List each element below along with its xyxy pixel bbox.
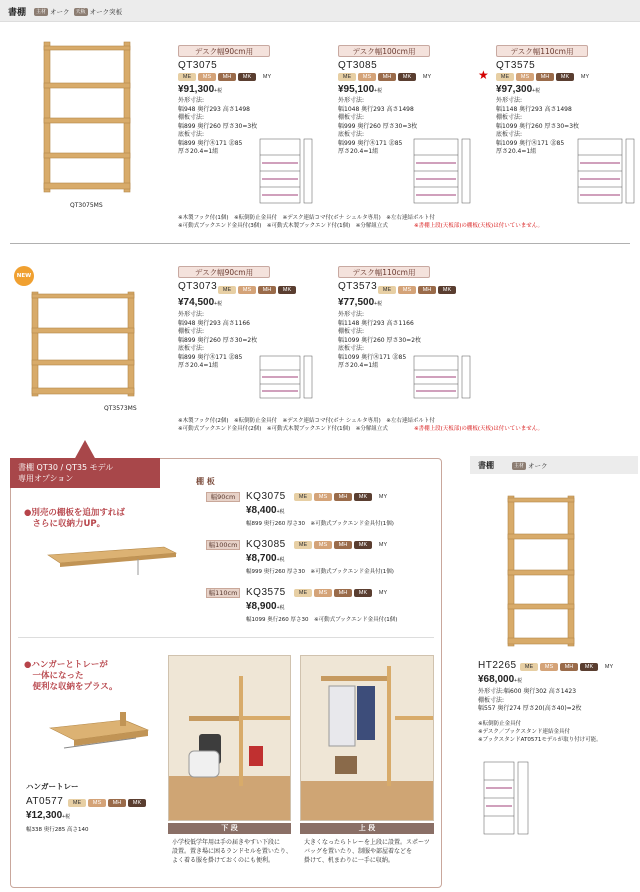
divider — [10, 243, 630, 244]
price: ¥97,300+税 — [496, 84, 541, 95]
product-code: KQ3575 — [246, 587, 286, 598]
price: ¥8,400+税 — [246, 505, 285, 516]
desk-tag: デスク幅110cm用 — [338, 266, 430, 278]
desk-tag: デスク幅90cm用 — [178, 45, 270, 57]
note-line: ※木製フック付(1個) ※転倒防止金具付 ※デスク連結コマ付(ボナ シェルタ専用) ※左右連結ボルト付 — [178, 215, 435, 221]
product-spec: 外形寸法:幅600 奥行302 高さ1423 棚板寸法: 幅557 奥行274 厚さ20(高さ40)=2枚 — [478, 688, 582, 712]
product-spec: 外形寸法: 幅1148 奥行293 高さ1498 棚板寸法: 幅1099 奥行260 厚さ30=3枚 底板寸法: 幅1099 奥行㊍171 ㊎85 厚さ20.4=1組 — [496, 97, 580, 155]
ht-header-bar — [470, 456, 638, 474]
star-icon: ★ — [478, 68, 489, 82]
product-code: QT3085 — [338, 60, 378, 71]
hanger-name: ハンガートレー — [26, 782, 79, 791]
room-scene-image — [301, 656, 434, 821]
finish-swatches: ME MS MH MK — [68, 799, 146, 808]
pointer-arrow-icon — [74, 440, 96, 460]
finish-swatches: ME MS MH MK MY — [294, 589, 392, 598]
product-spec: 外形寸法: 幅948 奥行293 高さ1166 棚板寸法: 幅899 奥行260 厚さ30=2枚 底板寸法: 幅899 奥行㊍171 ㊎85 厚さ20.4=1組 — [178, 311, 258, 369]
dimension-diagram — [412, 352, 472, 402]
shelf-board-image — [44, 545, 179, 580]
bookshelf-qt3573-image — [28, 288, 140, 400]
width-tag: 幅100cm — [206, 540, 240, 550]
photo-label: 下 段 — [168, 823, 291, 834]
product-code: QT3075 — [178, 60, 218, 71]
finish-swatches: ME MS MH MK — [378, 286, 456, 295]
product-code: QT3573 — [338, 281, 378, 292]
finish-swatches: ME MS MH MK MY — [338, 73, 436, 82]
product-code: QT3073 — [178, 281, 218, 292]
product-code: HT2265 — [478, 660, 517, 671]
divider — [18, 637, 434, 638]
price: ¥91,300+税 — [178, 84, 223, 95]
width-tag: 幅110cm — [206, 588, 240, 598]
dimension-diagram — [258, 352, 318, 402]
product-spec: 外形寸法: 幅1148 奥行293 高さ1166 棚板寸法: 幅1099 奥行260 厚さ30=2枚 底板寸法: 幅1099 奥行㊍171 ㊎85 厚さ20.4=1組 — [338, 311, 422, 369]
shelf-spec: 幅899 奥行260 厚さ30 ※可動式ブックエンド金具付(1個) — [246, 521, 394, 527]
finish-swatches: ME MS MH MK MY — [496, 73, 594, 82]
note-line: ※木製フック付(2個) ※転倒防止金具付 ※デスク連結コマ付(ボナ シェルタ専用) ※左右連結ボルト付 — [178, 418, 435, 424]
desk-tag: デスク幅100cm用 — [338, 45, 430, 57]
finish-my: MY — [262, 74, 272, 80]
dimension-diagram — [258, 135, 318, 207]
finish-swatches: ME MS MH MK — [218, 286, 296, 295]
options-title: 書棚 QT30 / QT35 モデル 専用オプション — [10, 458, 160, 488]
product-spec: 外形寸法: 幅1048 奥行293 高さ1498 棚板寸法: 幅999 奥行260 厚さ30=3枚 底板寸法: 幅999 奥行㊍171 ㊎85 厚さ20.4=1組 — [338, 97, 418, 155]
price: ¥74,500+税 — [178, 297, 223, 308]
finish-ms: MS — [198, 73, 216, 81]
note-line: ※可動式ブックエンド金具付(2個) ※可動式木製ブックエンド付(1個) ※分解組立式 — [178, 426, 388, 432]
ht-material: 主材 オーク — [514, 462, 548, 470]
room-scene-image — [169, 656, 291, 821]
price: ¥12,300+税 — [26, 810, 71, 821]
product-code: AT0577 — [26, 796, 64, 807]
dimension-diagram — [576, 135, 636, 207]
desk-tag: デスク幅110cm用 — [496, 45, 588, 57]
note-red: ※書棚上段(天板部)の棚板(天板)は付いていません。 — [414, 223, 544, 229]
pitch-hanger: ●ハンガーとトレーが 一体になった 便利な収納をプラス。 — [24, 660, 118, 692]
photo-caption: 大きくなったらトレーを上段に設置。スポーツ バッグを置いたり、制服や部屋着などを 掛けて、机まわりに一手に収納。 — [304, 839, 430, 864]
price: ¥8,900+税 — [246, 601, 285, 612]
image-caption: QT3573MS — [104, 405, 137, 412]
shelf-heading: 棚 板 — [196, 477, 215, 486]
note-line: ※可動式ブックエンド金具付(3個) ※可動式木製ブックエンド付(1個) ※分解組立式 — [178, 223, 388, 229]
photo-label: 上 段 — [300, 823, 434, 834]
price: ¥68,000+税 — [478, 674, 523, 685]
image-caption: QT3075MS — [70, 202, 103, 209]
product-spec: 外形寸法: 幅948 奥行293 高さ1498 棚板寸法: 幅899 奥行260 厚さ30=3枚 底板寸法: 幅899 奥行㊍171 ㊎85 厚さ20.4=1組 — [178, 97, 258, 155]
photo-upper-tier — [300, 655, 434, 821]
finish-swatches: ME MS MH MK MY — [520, 663, 618, 672]
finish-swatches — [178, 73, 276, 82]
finish-mk: MK — [238, 73, 256, 81]
width-tag: 幅90cm — [206, 492, 240, 502]
shelf-spec: 幅1099 奥行260 厚さ30 ※可動式ブックエンド金具付(1個) — [246, 617, 398, 623]
photo-caption: 小学校低学年用は手の届きやすい下段に 設置。置き場に困るランドセルを置いたり、 よく着る服を掛けておくのにも便利。 — [172, 839, 292, 864]
header-bar — [0, 0, 640, 22]
finish-me: ME — [178, 73, 196, 81]
page-title: 書棚 — [8, 8, 27, 18]
product-code: QT3575 — [496, 60, 536, 71]
material-label: 主材 オーク 天板 オーク突板 — [36, 8, 123, 16]
pitch-shelf: ●別売の棚板を追加すれば さらに収納力UP。 — [24, 508, 125, 529]
desk-tag: デスク幅90cm用 — [178, 266, 270, 278]
product-code: KQ3085 — [246, 539, 286, 550]
dimension-diagram — [412, 135, 472, 207]
price: ¥95,100+税 — [338, 84, 383, 95]
hanger-spec: 幅338 奥行285 高さ140 — [26, 827, 89, 833]
finish-mh: MH — [218, 73, 236, 81]
shelf-spec: 幅999 奥行260 厚さ30 ※可動式ブックエンド金具付(1個) — [246, 569, 394, 575]
price: ¥8,700+税 — [246, 553, 285, 564]
new-badge: NEW — [14, 266, 34, 286]
product-notes: ※転倒防止金具付 ※デスク／ブックスタンド連結金具付 ※ブックスタンドAT0571モデルが取り付け可能。 — [478, 721, 602, 743]
product-code: KQ3075 — [246, 491, 286, 502]
price: ¥77,500+税 — [338, 297, 383, 308]
bookshelf-ht2265-image — [506, 494, 578, 650]
dimension-diagram — [478, 758, 578, 838]
ht-title: 書棚 — [478, 461, 494, 470]
photo-lower-tier — [168, 655, 291, 821]
bookshelf-qt3075-image — [40, 38, 140, 198]
finish-swatches: ME MS MH MK MY — [294, 493, 392, 502]
hanger-tray-image — [44, 710, 154, 760]
note-red: ※書棚上段(天板部)の棚板(天板)は付いていません。 — [414, 426, 544, 432]
finish-swatches: ME MS MH MK MY — [294, 541, 392, 550]
